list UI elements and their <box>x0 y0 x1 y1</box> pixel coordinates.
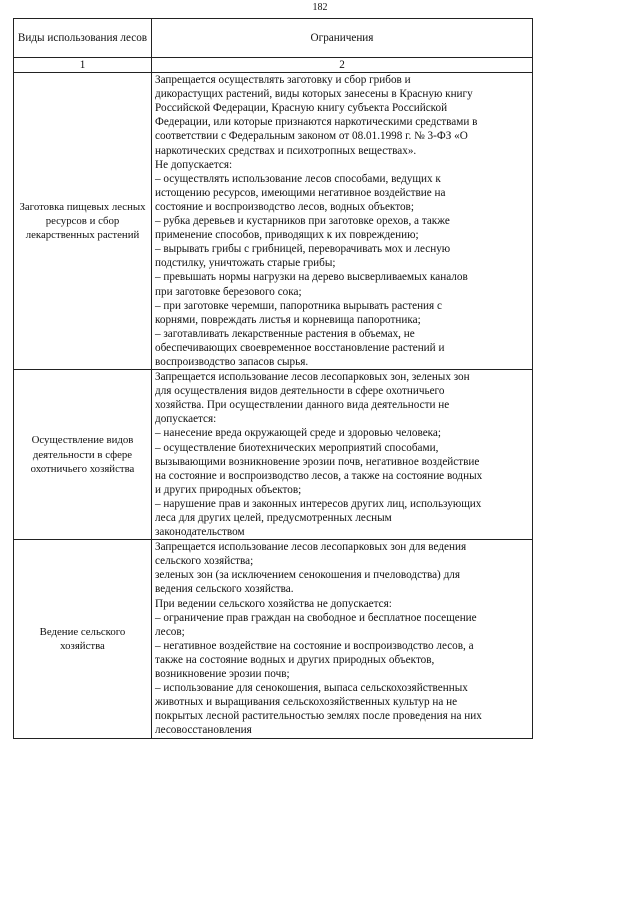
restriction-line: законодательством <box>155 526 245 539</box>
restriction-line: корнями, повреждать листья и корневища папоротника; <box>155 313 421 326</box>
use-type-cell: Заготовка пищевых лесных ресурсов и сбор лекарственных растений <box>14 73 152 370</box>
restriction-line: при заготовке березового сока; <box>155 285 302 298</box>
table-row <box>14 540 533 738</box>
column-number-1: 1 <box>14 58 152 73</box>
header-use-type: Виды использования лесов <box>14 19 152 58</box>
restriction-line: – превышать нормы нагрузки на дерево высверливаемых каналов <box>155 271 468 284</box>
restriction-line: обеспечивающих своевременное восстановление растений и <box>155 341 445 354</box>
restriction-line: – использование для сенокошения, выпаса сельскохозяйственных <box>155 682 468 695</box>
restriction-line: – заготавливать лекарственные растения в объемах, не <box>155 327 415 340</box>
restriction-line: леса для других целей, предусмотренных лесным <box>155 512 392 524</box>
restriction-line: допускается: <box>155 413 217 426</box>
restriction-line: – осуществление биотехнических мероприятий способами, <box>155 441 439 454</box>
restrictions-cell <box>152 73 533 370</box>
table-row <box>14 370 533 540</box>
restrictions-table <box>13 18 533 739</box>
use-type-cell: Осуществление видов деятельности в сфере охотничьего хозяйства <box>14 370 152 540</box>
restriction-line: Федерации, или которые признаются наркотическими средствами в <box>155 116 478 129</box>
restriction-line: наркотических средствах и психотропных веществах». <box>155 144 417 157</box>
restriction-line: – при заготовке черемши, папоротника вырывать растения с <box>155 299 442 312</box>
restriction-line: применение способов, приводящих к их повреждению; <box>155 229 419 242</box>
restriction-line: подстилку, уничтожать старые грибы; <box>155 257 336 270</box>
page-number: 182 <box>312 2 328 13</box>
restriction-line: – ограничение прав граждан на свободное и бесплатное посещение <box>155 611 477 624</box>
restriction-line: лесов; <box>155 625 185 638</box>
restriction-line: – осуществлять использование лесов способами, ведущих к <box>155 172 441 185</box>
restrictions-cell <box>152 370 533 540</box>
restriction-line: вызывающими возникновение эрозии почв, негативное воздействие <box>155 455 480 468</box>
restriction-line: возникновение эрозии почв; <box>155 668 290 681</box>
restriction-line: – нанесение вреда окружающей среде и здоровью человека; <box>155 427 442 440</box>
restriction-line: – нарушение прав и законных интересов других лиц, использующих <box>155 497 482 510</box>
use-type-cell: Ведение сельского хозяйства <box>14 540 152 738</box>
restriction-line: животных и выращивания сельскохозяйственных культур на не <box>155 696 458 709</box>
restriction-line: для осуществления видов деятельности в сфере охотничьего <box>155 385 445 398</box>
restriction-line: лесовосстановления <box>155 724 252 737</box>
restriction-line: состояние и воспроизводство лесов, водных объектов; <box>155 200 414 213</box>
restriction-line: – вырывать грибы с грибницей, переворачивать мох и лесную <box>155 243 451 256</box>
restriction-line: воспроизводство запасов сырья. <box>155 355 309 368</box>
restriction-line: зеленых зон (за исключением сенокошения и пчеловодства) для <box>155 569 460 582</box>
restriction-line: Запрещается использование лесов лесопарковых зон для ведения <box>155 541 467 554</box>
restriction-line: и других природных объектов; <box>155 483 302 496</box>
restrictions-cell <box>152 540 533 738</box>
column-number-row <box>14 58 533 73</box>
column-number-2: 2 <box>152 58 533 73</box>
restriction-line: истощению ресурсов, имеющими негативное воздействие на <box>155 186 446 199</box>
restriction-line: – негативное воздействие на состояние и воспроизводство лесов, а <box>155 639 474 652</box>
restriction-line: дикорастущих растений, виды которых занесены в Красную книгу <box>155 88 473 101</box>
restriction-line: Запрещается осуществлять заготовку и сбор грибов и <box>155 74 411 87</box>
restriction-line: Российской Федерации, Красную книгу субъекта Российской <box>155 102 448 115</box>
restriction-line: – рубка деревьев и кустарников при заготовке орехов, а также <box>155 215 450 228</box>
restriction-line: ведения сельского хозяйства. <box>155 583 294 596</box>
restriction-line: также на состояние водных и других природных объектов, <box>155 653 435 666</box>
restriction-line: соответствии с Федеральным законом от 08.01.1998 г. № 3-ФЗ «О <box>155 130 468 143</box>
table-row <box>14 73 533 370</box>
restriction-line: покрытых лесной растительностью землях после проведения на них <box>155 710 482 723</box>
restriction-line: хозяйства. При осуществлении данного вида деятельности не <box>155 399 450 412</box>
header-restrictions: Ограничения <box>152 19 533 58</box>
table-header-row <box>14 19 533 58</box>
restriction-line: При ведении сельского хозяйства не допускается: <box>155 597 392 610</box>
restriction-line: Запрещается использование лесов лесопарковых зон, зеленых зон <box>155 371 470 384</box>
restriction-line: сельского хозяйства; <box>155 555 254 568</box>
restriction-line: на состояние и воспроизводство лесов, а также на состояние водных <box>155 469 483 482</box>
restriction-line: Не допускается: <box>155 158 233 171</box>
